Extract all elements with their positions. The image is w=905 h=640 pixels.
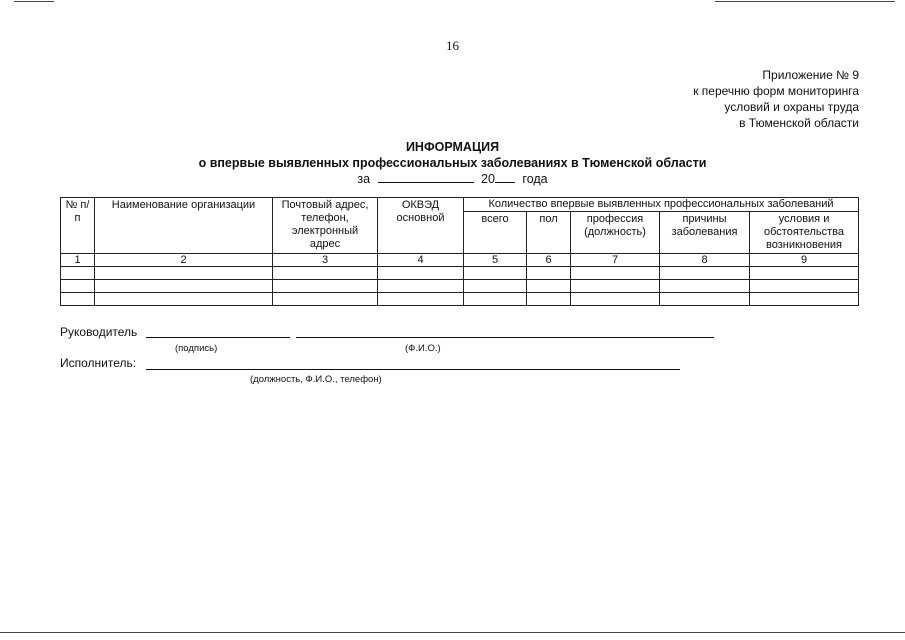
header-conditions: условия и обстоятельства возникновения bbox=[750, 212, 859, 254]
empty-cell[interactable] bbox=[464, 280, 527, 293]
head-extra-line[interactable] bbox=[416, 336, 714, 338]
appendix-line-2: к перечню форм мониторинга bbox=[693, 84, 859, 98]
appendix-note bbox=[693, 67, 859, 131]
empty-cell[interactable] bbox=[95, 293, 273, 306]
empty-cell[interactable] bbox=[660, 293, 750, 306]
column-number: 5 bbox=[464, 254, 527, 267]
empty-cell[interactable] bbox=[571, 267, 660, 280]
reporting-period bbox=[0, 171, 905, 187]
empty-cell[interactable] bbox=[95, 267, 273, 280]
page-number: 16 bbox=[446, 38, 459, 53]
period-suffix: года bbox=[522, 172, 548, 186]
table-row bbox=[61, 280, 859, 293]
empty-cell[interactable] bbox=[378, 267, 464, 280]
header-causes: причины заболевания bbox=[660, 212, 750, 254]
title-subtitle: о впервые выявленных профессиональных заболеваниях в Тюменской области bbox=[198, 156, 707, 170]
empty-cell[interactable] bbox=[750, 293, 859, 306]
head-label: Руководитель bbox=[60, 325, 138, 339]
period-prefix: за bbox=[357, 172, 371, 186]
empty-cell[interactable] bbox=[527, 267, 571, 280]
column-number: 6 bbox=[527, 254, 571, 267]
document-title bbox=[0, 139, 905, 171]
header-okved: ОКВЭД основной bbox=[378, 198, 464, 254]
empty-cell[interactable] bbox=[378, 293, 464, 306]
column-number: 1 bbox=[61, 254, 95, 267]
executor-caption: (должность, Ф.И.О., телефон) bbox=[250, 374, 382, 385]
empty-cell[interactable] bbox=[273, 293, 378, 306]
header-profession: профессия (должность) bbox=[571, 212, 660, 254]
head-fio-line[interactable] bbox=[296, 336, 416, 338]
header-total: всего bbox=[464, 212, 527, 254]
empty-cell[interactable] bbox=[61, 280, 95, 293]
header-num: № п/п bbox=[61, 198, 95, 254]
empty-cell[interactable] bbox=[527, 293, 571, 306]
table-row bbox=[61, 293, 859, 306]
appendix-line-3: условий и охраны труда bbox=[724, 100, 859, 114]
column-number: 8 bbox=[660, 254, 750, 267]
column-number: 7 bbox=[571, 254, 660, 267]
title-main: ИНФОРМАЦИЯ bbox=[405, 140, 500, 154]
empty-cell[interactable] bbox=[571, 280, 660, 293]
header-disease-count-group: Количество впервые выявленных профессиональных заболеваний bbox=[464, 198, 859, 212]
header-org: Наименование организации bbox=[95, 198, 273, 254]
fio-caption: (Ф.И.О.) bbox=[405, 343, 441, 354]
top-scan-line-left bbox=[14, 1, 54, 2]
header-address: Почтовый адрес, телефон, электронный адрес bbox=[273, 198, 378, 254]
report-table bbox=[60, 197, 859, 306]
empty-cell[interactable] bbox=[95, 280, 273, 293]
empty-cell[interactable] bbox=[750, 280, 859, 293]
empty-cell[interactable] bbox=[464, 267, 527, 280]
empty-cell[interactable] bbox=[660, 280, 750, 293]
header-sex: пол bbox=[527, 212, 571, 254]
empty-cell[interactable] bbox=[273, 267, 378, 280]
signature-caption: (подпись) bbox=[175, 343, 218, 354]
head-signature-line[interactable] bbox=[146, 336, 290, 338]
appendix-line-4: в Тюменской области bbox=[739, 116, 859, 130]
empty-cell[interactable] bbox=[61, 293, 95, 306]
bottom-scan-line bbox=[0, 632, 905, 633]
year-blank bbox=[495, 171, 515, 183]
empty-cell[interactable] bbox=[378, 280, 464, 293]
empty-cell[interactable] bbox=[750, 267, 859, 280]
empty-cell[interactable] bbox=[571, 293, 660, 306]
empty-cell[interactable] bbox=[273, 280, 378, 293]
period-year-prefix: 20 bbox=[481, 172, 495, 186]
column-number: 9 bbox=[750, 254, 859, 267]
period-blank bbox=[378, 171, 474, 183]
executor-label: Исполнитель: bbox=[60, 356, 137, 370]
top-scan-line-right bbox=[715, 1, 895, 2]
empty-cell[interactable] bbox=[527, 280, 571, 293]
empty-cell[interactable] bbox=[464, 293, 527, 306]
column-number: 3 bbox=[273, 254, 378, 267]
appendix-line-1: Приложение № 9 bbox=[762, 68, 859, 82]
column-number: 4 bbox=[378, 254, 464, 267]
table-row bbox=[61, 267, 859, 280]
column-number: 2 bbox=[95, 254, 273, 267]
executor-line[interactable] bbox=[146, 368, 680, 370]
empty-cell[interactable] bbox=[660, 267, 750, 280]
empty-cell[interactable] bbox=[61, 267, 95, 280]
column-number-row bbox=[61, 254, 859, 267]
